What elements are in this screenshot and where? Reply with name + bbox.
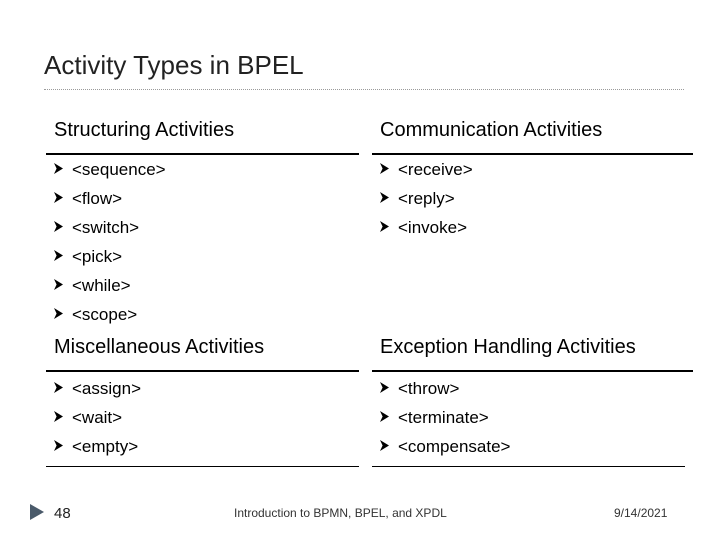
slide-title: Activity Types in BPEL [44, 50, 304, 80]
list-item [54, 184, 166, 213]
item-label: <sequence> [72, 160, 166, 179]
list-item [380, 213, 473, 242]
arrow-bullet-icon [380, 221, 389, 232]
list-item [54, 374, 141, 403]
list-item [54, 432, 141, 461]
arrow-bullet-icon [54, 221, 63, 232]
title-divider [44, 89, 684, 90]
item-label: <switch> [72, 218, 140, 237]
list-item [54, 155, 166, 184]
arrow-bullet-icon [54, 250, 63, 261]
list-item [380, 184, 473, 213]
arrow-bullet-icon [54, 279, 63, 290]
item-label: <wait> [72, 408, 123, 427]
list-item [54, 213, 166, 242]
item-label: <compensate> [398, 437, 511, 456]
section-heading: Structuring Activities [54, 119, 235, 141]
item-label: <while> [72, 276, 131, 295]
footer-text: Introduction to BPMN, BPEL, and XPDL [234, 506, 447, 520]
arrow-bullet-icon [380, 192, 389, 203]
item-label: <terminate> [398, 408, 489, 427]
arrow-bullet-icon [54, 411, 63, 422]
section-underline [46, 370, 359, 372]
arrow-bullet-icon [54, 192, 63, 203]
arrow-bullet-icon [380, 382, 389, 393]
list-item [54, 403, 141, 432]
footer-date: 9/14/2021 [614, 506, 668, 520]
activity-list [54, 155, 166, 329]
arrow-bullet-icon [380, 411, 389, 422]
item-label: <throw> [398, 379, 460, 398]
activity-list [54, 374, 141, 461]
list-item [380, 374, 510, 403]
item-label: <pick> [72, 247, 123, 266]
arrow-bullet-icon [54, 440, 63, 451]
arrow-bullet-icon [54, 308, 63, 319]
activity-list [380, 155, 473, 242]
list-item [54, 300, 166, 329]
activity-list [380, 374, 510, 461]
item-label: <assign> [72, 379, 141, 398]
page-number: 48 [54, 505, 71, 522]
arrow-bullet-icon [54, 382, 63, 393]
arrow-bullet-icon [380, 163, 389, 174]
list-item [380, 432, 510, 461]
list-item [54, 242, 166, 271]
section-underline [372, 370, 693, 372]
list-item [380, 403, 510, 432]
section-heading: Exception Handling Activities [380, 336, 636, 358]
item-label: <receive> [398, 160, 473, 179]
section-bottom-rule [46, 466, 359, 467]
item-label: <scope> [72, 305, 138, 324]
section-heading: Communication Activities [380, 119, 603, 141]
item-label: <invoke> [398, 218, 467, 237]
section-heading: Miscellaneous Activities [54, 336, 265, 358]
list-item [54, 271, 166, 300]
page-marker-icon [30, 504, 44, 525]
section-bottom-rule [372, 466, 685, 467]
item-label: <reply> [398, 189, 455, 208]
arrow-bullet-icon [54, 163, 63, 174]
arrow-bullet-icon [380, 440, 389, 451]
item-label: <flow> [72, 189, 123, 208]
list-item [380, 155, 473, 184]
item-label: <empty> [72, 437, 139, 456]
